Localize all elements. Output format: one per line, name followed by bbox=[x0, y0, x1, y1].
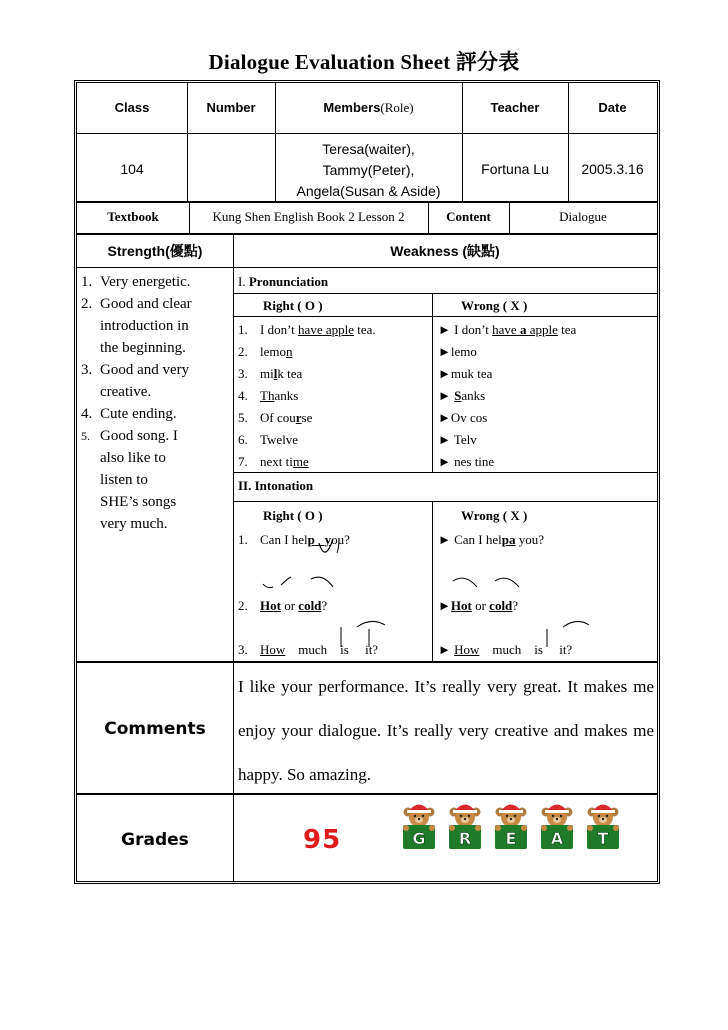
date-value: 2005.3.16 bbox=[581, 161, 644, 177]
right-example: milk tea bbox=[260, 366, 303, 381]
wrong-example: ►muk tea bbox=[438, 366, 493, 381]
row-number: 1. bbox=[238, 322, 248, 337]
row-number: 7. bbox=[238, 454, 248, 469]
bear-badge bbox=[445, 801, 485, 851]
row-number: 2. bbox=[238, 598, 248, 613]
pronunciation-right-label: Right ( O ) bbox=[263, 298, 323, 313]
bear-icon bbox=[583, 801, 623, 851]
wrong-example: ►Ov cos bbox=[438, 410, 488, 425]
right-example: Hot or cold? bbox=[260, 598, 328, 613]
grade-score: 95 bbox=[303, 825, 342, 855]
right-example: How much is it? bbox=[260, 642, 379, 657]
content-label: Content bbox=[446, 209, 491, 224]
right-example: I don’t have apple tea. bbox=[260, 322, 376, 337]
wrong-example: ► Can I helpa you? bbox=[438, 532, 545, 547]
wrong-example: ► Telv bbox=[438, 432, 477, 447]
wrong-example: ►Hot or cold? bbox=[438, 598, 519, 613]
list-item: 2. Good and clear introduction in the beginning. bbox=[81, 296, 192, 356]
wrong-example: ► How much is it? bbox=[438, 642, 573, 657]
row-number: 3. bbox=[238, 366, 248, 381]
class-value: 104 bbox=[120, 161, 144, 177]
list-item: 4. Cute ending. bbox=[81, 406, 177, 422]
content-value: Dialogue bbox=[559, 209, 607, 224]
badge-letter: R bbox=[458, 829, 472, 848]
list-item: 1. Very energetic. bbox=[81, 274, 191, 290]
pronunciation-wrong-label: Wrong ( X ) bbox=[461, 298, 528, 313]
textbook-label: Textbook bbox=[107, 209, 159, 224]
list-item: 3. Good and very creative. bbox=[81, 362, 190, 400]
badge-letter: T bbox=[597, 829, 609, 848]
evaluation-sheet bbox=[74, 80, 660, 884]
members-value: Teresa(waiter), Tammy(Peter), Angela(Susan & Aside) bbox=[296, 141, 441, 199]
row-number: 4. bbox=[238, 388, 248, 403]
intonation-right-label: Right ( O ) bbox=[263, 508, 323, 523]
class-header: Class bbox=[114, 100, 150, 115]
strength-header: Strength(優點) bbox=[107, 243, 203, 259]
teacher-header: Teacher bbox=[490, 100, 540, 115]
right-example: Twelve bbox=[260, 432, 299, 447]
badge-letter: E bbox=[505, 829, 517, 848]
row-number: 1. bbox=[238, 532, 248, 547]
bear-badge bbox=[399, 801, 439, 851]
right-example: Can I help you? bbox=[260, 532, 350, 547]
bear-badge bbox=[537, 801, 577, 851]
bear-icon bbox=[491, 801, 531, 851]
date-header: Date bbox=[598, 100, 627, 115]
bear-icon bbox=[537, 801, 577, 851]
wrong-example: ► I don’t have a apple tea bbox=[438, 322, 577, 337]
weakness-header: Weakness (缺點) bbox=[390, 243, 500, 259]
number-header: Number bbox=[206, 100, 256, 115]
right-example: next time bbox=[260, 454, 309, 469]
strength-list bbox=[81, 271, 231, 535]
grades-label: Grades bbox=[121, 830, 189, 850]
row-number: 6. bbox=[238, 432, 248, 447]
bear-icon bbox=[399, 801, 439, 851]
intonation-wrong-label: Wrong ( X ) bbox=[461, 508, 528, 523]
right-example: lemon bbox=[260, 344, 293, 359]
pronunciation-heading: I. Pronunciation bbox=[238, 274, 329, 289]
members-header: Members(Role) bbox=[323, 100, 414, 115]
bear-badge bbox=[491, 801, 531, 851]
textbook-value: Kung Shen English Book 2 Lesson 2 bbox=[212, 209, 405, 224]
right-example: Of course bbox=[260, 410, 313, 425]
intonation-heading: II. Intonation bbox=[238, 478, 314, 493]
intonation-marks bbox=[233, 501, 657, 661]
badge-letter: A bbox=[550, 829, 564, 848]
right-example: Thanks bbox=[260, 388, 299, 403]
wrong-example: ► Sanks bbox=[438, 388, 486, 403]
sheet-title: Dialogue Evaluation Sheet 評分表 bbox=[208, 50, 520, 74]
badge-letter: G bbox=[412, 829, 426, 848]
row-number: 2. bbox=[238, 344, 248, 359]
comments-label: Comments bbox=[104, 719, 206, 739]
bear-badge bbox=[583, 801, 623, 851]
list-item: 5. Good song. I also like to listen to SHE’s songs very much. bbox=[81, 428, 178, 532]
wrong-example: ►lemo bbox=[438, 344, 477, 359]
row-number: 5. bbox=[238, 410, 248, 425]
wrong-example: ► nes tine bbox=[438, 454, 495, 469]
teacher-value: Fortuna Lu bbox=[481, 161, 549, 177]
row-number: 3. bbox=[238, 642, 248, 657]
comments-text: I like your performance. It’s really very great. It makes me enjoy your dialogue. It’s really very creative and makes me happy. So amazing. bbox=[238, 677, 654, 784]
bear-icon bbox=[445, 801, 485, 851]
